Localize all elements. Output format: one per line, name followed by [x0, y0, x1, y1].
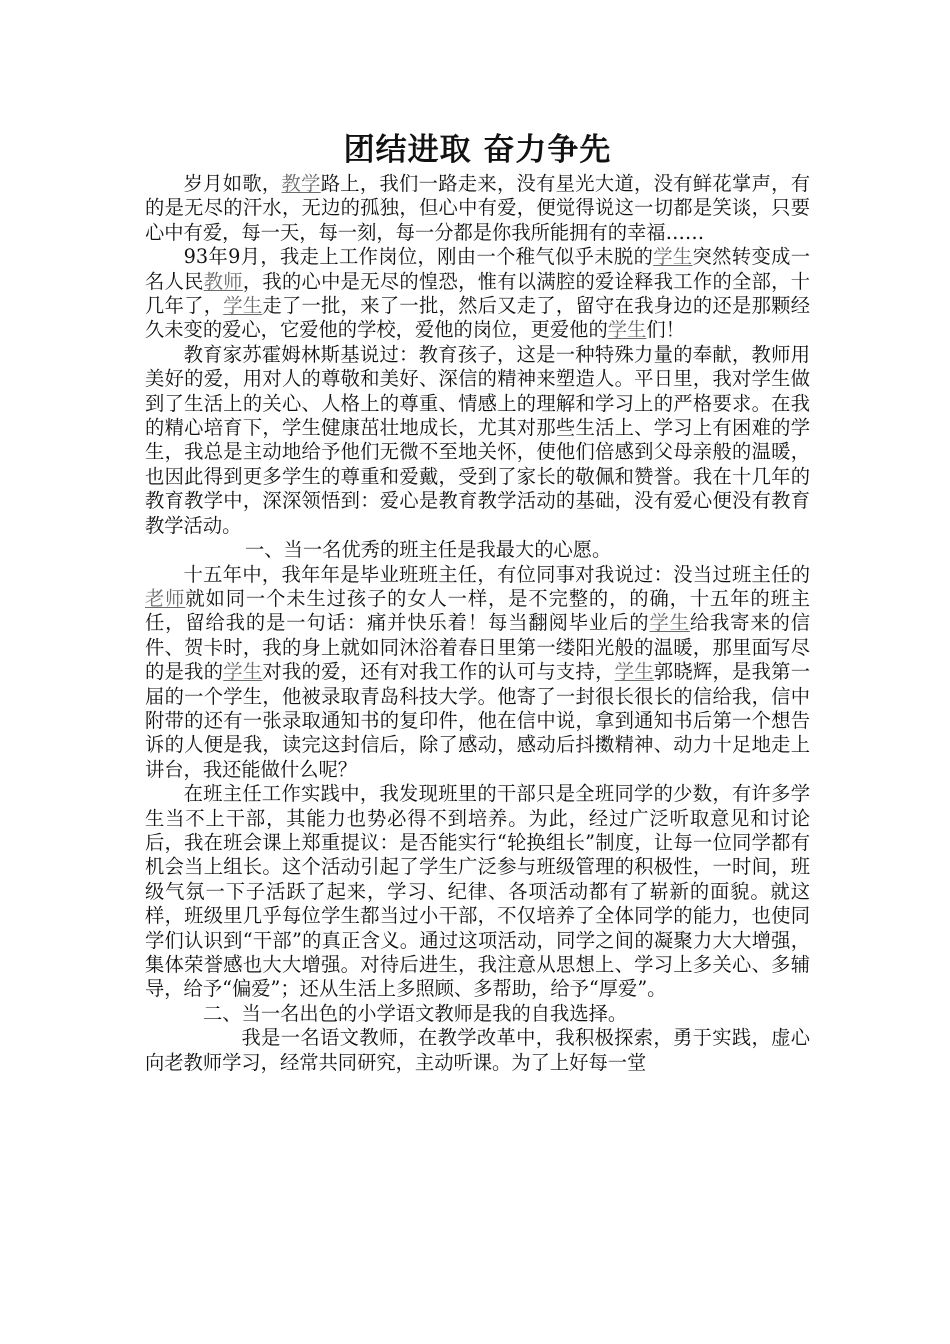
- document-title: 团结进取 奋力争先: [343, 132, 612, 168]
- text-run: 突然转变成一名人民: [145, 245, 811, 293]
- text-run: ，我的心中是无尽的惶恐，惟有以满腔的爱诠释我工作的全部，十几年了，: [145, 269, 811, 318]
- keyword-link[interactable]: 学生: [607, 318, 647, 342]
- keyword-link[interactable]: 学生: [653, 245, 693, 269]
- keyword-link[interactable]: 教师: [203, 269, 243, 293]
- text-run: 93年9月，我走上工作岗位，刚由一个稚气似乎未脱的: [183, 245, 654, 269]
- paragraph-5: 在班主任工作实践中，我发现班里的干部只是全班同学的少数，有许多学生当不上干部，其能力也势必得不到培养。为此，经过广泛听取意见和讨论后，我在班会课上郑重提议：是否能实行“轮换组长”制度，让每一位同学都有机会当上组长。这个活动引起了学生广泛参与班级管理的积极性，一时间，班级气氛一下子活跃了起来，学习、纪律、各项活动都有了崭新的面貌。就这样，班级里几乎每位学生都当过小干部，不仅培养了全体同学的能力，也使同学们认识到“干部”的真正含义。通过这项活动，同学之间的凝聚力大大增强，集体荣誉感也大大增强。对待后进生，我注意从思想上、学习上多关心、多辅导，给予“偏爱”；还从生活上多照顾、多帮助，给予“厚爱”。: [145, 782, 810, 1001]
- paragraph-1: [145, 172, 810, 245]
- keyword-link[interactable]: 学生: [649, 611, 690, 635]
- paragraph-4: [145, 563, 810, 783]
- keyword-link[interactable]: 学生: [614, 660, 654, 684]
- section-heading-1: 一、当一名优秀的班主任是我最大的心愿。: [245, 538, 612, 562]
- paragraph-3: 教育家苏霍姆林斯基说过：教育孩子，这是一种特殊力量的奉献，教师用美好的爱，用对人的尊敬和美好、深信的精神来塑造人。平日里，我对学生做到了生活上的关心、人格上的尊重、情感上的理解和学习上的严格要求。在我的精心培育下，学生健康茁壮地成长，尤其对那些生活上、学习上有困难的学生，我总是主动地给予他们无微不至地关怀，使他们倍感到父母亲般的温暖，也因此得到更多学生的尊重和爱戴，受到了家长的敬佩和赞誉。我在十几年的教育教学中，深深领悟到：爱心是教育教学活动的基础，没有爱心便没有教育教学活动。: [145, 342, 810, 537]
- text-run: 对我的爱，还有对我工作的认可与支持，: [262, 660, 615, 684]
- paragraph-6: 我是一名语文教师，在教学改革中，我积极探索，勇于实践，虚心向老教师学习，经常共同研究，主动听课。为了上好每一堂: [145, 1026, 810, 1074]
- keyword-link[interactable]: 学生: [223, 294, 263, 318]
- text-run: 十五年中，我年年是毕业班班主任，有位同事对我说过：没当过班主任的: [183, 562, 810, 586]
- keyword-link[interactable]: 学生: [223, 660, 263, 684]
- text-run: 给我寄来的信件、贺卡时，我的身上就如同沐浴着春日里第一缕阳光般的温暖，那里面写尽的是我的: [145, 611, 811, 684]
- document-page: [145, 130, 810, 1075]
- section-heading-2: 二、当一名出色的小学语文教师是我的自我选择。: [203, 1001, 628, 1025]
- text-run: 岁月如歌，: [183, 172, 282, 195]
- text-run: 就如同一个未生过孩子的女人一样，是不完整的，的确，十五年的班主任，留给我的是一句话：痛并快乐着！每当翻阅毕业后的: [145, 586, 810, 635]
- text-run: 走了一批，来了一批，然后又走了，留守在我身边的还是那颗经久未变的爱心，它爱他的学校，爱他的岗位，更爱他的: [145, 294, 811, 342]
- paragraph-2: [145, 245, 810, 343]
- keyword-link[interactable]: 教学: [281, 172, 321, 195]
- text-run: 们！: [646, 318, 685, 342]
- text-run: 郭晓辉，是我第一届的一个学生，他被录取青岛科技大学。他寄了一封很长很长的信给我，信中附带的还有一张录取通知书的复印件，他在信中说，拿到通知书后第一个想告诉的人便是我，读完这封信后，除了感动，感动后抖擞精神、动力十足地走上讲台，我还能做什么呢？: [145, 660, 811, 781]
- keyword-link[interactable]: 老师: [145, 586, 186, 610]
- text-run: 路上，我们一路走来，没有星光大道，没有鲜花掌声，有的是无尽的汗水，无边的孤独，但心中有爱，便觉得说这一切都是笑谈，只要心中有爱，每一天，每一刻，每一分都是你我所能拥有的幸福……: [145, 172, 811, 244]
